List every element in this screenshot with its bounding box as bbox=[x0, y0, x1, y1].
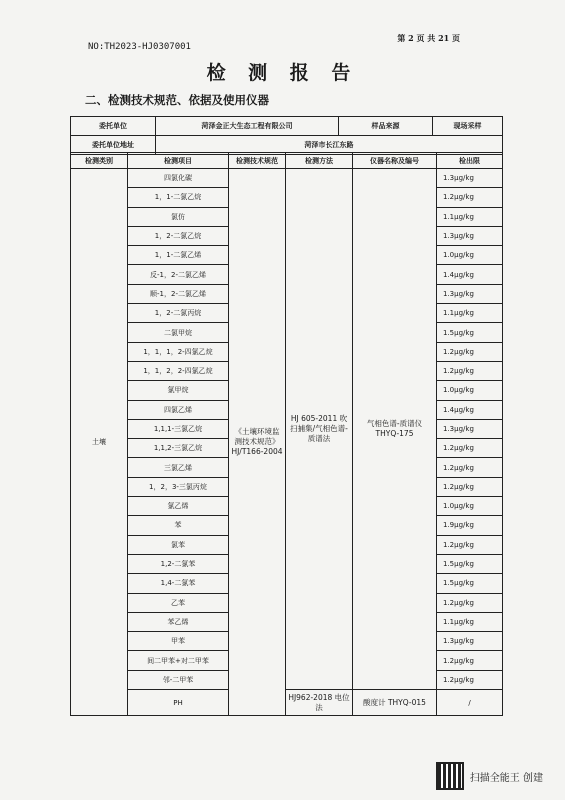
method-cell: HJ 605-2011 吹扫捕集/气相色谱-质谱法 bbox=[286, 169, 353, 690]
item-cell: 氯苯 bbox=[128, 535, 229, 554]
item-cell: 四氯化碳 bbox=[128, 169, 229, 188]
watermark-text: 扫描全能王 创建 bbox=[469, 772, 543, 784]
item-cell: 四氯乙烯 bbox=[128, 400, 229, 419]
item-cell: 甲苯 bbox=[128, 632, 229, 651]
limit-cell: 1.2μg/kg bbox=[437, 342, 503, 361]
address-value: 菏泽市长江东路 bbox=[156, 136, 503, 155]
item-cell: 苯乙烯 bbox=[128, 612, 229, 631]
limit-cell: 1.1μg/kg bbox=[437, 304, 503, 323]
table-row bbox=[71, 690, 503, 716]
limit-cell: 1.1μg/kg bbox=[437, 207, 503, 226]
item-cell: 氯乙烯 bbox=[128, 497, 229, 516]
instrument-cell: 气相色谱-质谱仪 THYQ-175 bbox=[353, 169, 437, 690]
method-cell: HJ962-2018 电位法 bbox=[286, 690, 353, 716]
item-cell: 三氯乙烯 bbox=[128, 458, 229, 477]
item-cell: 反-1，2-二氯乙烯 bbox=[128, 265, 229, 284]
client-value: 菏泽金正大生态工程有限公司 bbox=[156, 117, 339, 136]
item-cell: 1,4-二氯苯 bbox=[128, 574, 229, 593]
column-header: 检测技术规范 bbox=[229, 153, 286, 169]
address-label: 委托单位地址 bbox=[71, 136, 156, 155]
method-table bbox=[70, 152, 503, 716]
item-cell: 顺-1，2-二氯乙烯 bbox=[128, 284, 229, 303]
item-cell: 1，1-二氯乙烷 bbox=[128, 188, 229, 207]
qr-code-icon bbox=[436, 762, 464, 790]
limit-cell: 1.5μg/kg bbox=[437, 554, 503, 573]
table-row bbox=[71, 169, 503, 188]
item-cell: 1，2-二氯乙烷 bbox=[128, 226, 229, 245]
limit-cell: 1.2μg/kg bbox=[437, 593, 503, 612]
scanner-watermark bbox=[436, 762, 543, 790]
source-value: 现场采样 bbox=[433, 117, 503, 136]
item-cell: 1，1，1，2-四氯乙烷 bbox=[128, 342, 229, 361]
limit-cell: 1.2μg/kg bbox=[437, 361, 503, 380]
item-cell: PH bbox=[128, 690, 229, 716]
item-cell: 1，1-二氯乙烯 bbox=[128, 246, 229, 265]
limit-cell: 1.2μg/kg bbox=[437, 458, 503, 477]
item-cell: 氯仿 bbox=[128, 207, 229, 226]
limit-cell: 1.0μg/kg bbox=[437, 497, 503, 516]
item-cell: 1,1,1-三氯乙烷 bbox=[128, 419, 229, 438]
limit-cell: 1.2μg/kg bbox=[437, 670, 503, 689]
item-cell: 1,1,2-三氯乙烷 bbox=[128, 439, 229, 458]
limit-cell: 1.2μg/kg bbox=[437, 535, 503, 554]
item-cell: 1，2，3-三氯丙烷 bbox=[128, 477, 229, 496]
limit-cell: 1.0μg/kg bbox=[437, 381, 503, 400]
limit-cell: 1.2μg/kg bbox=[437, 439, 503, 458]
limit-cell: 1.1μg/kg bbox=[437, 612, 503, 631]
limit-cell: 1.3μg/kg bbox=[437, 226, 503, 245]
item-cell: 乙苯 bbox=[128, 593, 229, 612]
limit-cell: 1.2μg/kg bbox=[437, 651, 503, 670]
column-header: 检测类别 bbox=[71, 153, 128, 169]
item-cell: 1,2-二氯苯 bbox=[128, 554, 229, 573]
item-cell: 1，1，2，2-四氯乙烷 bbox=[128, 361, 229, 380]
limit-cell: 1.2μg/kg bbox=[437, 188, 503, 207]
client-info-table bbox=[70, 116, 503, 155]
report-number: NO:TH2023-HJ0307001 bbox=[88, 42, 191, 52]
limit-cell: 1.3μg/kg bbox=[437, 284, 503, 303]
limit-cell: 1.5μg/kg bbox=[437, 574, 503, 593]
item-cell: 间二甲苯+对二甲苯 bbox=[128, 651, 229, 670]
limit-cell: 1.3μg/kg bbox=[437, 632, 503, 651]
limit-cell: 1.2μg/kg bbox=[437, 477, 503, 496]
item-cell: 二氯甲烷 bbox=[128, 323, 229, 342]
limit-cell: 1.0μg/kg bbox=[437, 246, 503, 265]
limit-cell: 1.5μg/kg bbox=[437, 323, 503, 342]
column-header: 检测方法 bbox=[286, 153, 353, 169]
table-header-row bbox=[71, 153, 503, 169]
item-cell: 氯甲烷 bbox=[128, 381, 229, 400]
column-header: 检测项目 bbox=[128, 153, 229, 169]
limit-cell: / bbox=[437, 690, 503, 716]
column-header: 仪器名称及编号 bbox=[353, 153, 437, 169]
item-cell: 邻-二甲苯 bbox=[128, 670, 229, 689]
item-cell: 1，2-二氯丙烷 bbox=[128, 304, 229, 323]
limit-cell: 1.3μg/kg bbox=[437, 169, 503, 188]
report-title: 检 测 报 告 bbox=[206, 62, 359, 84]
spec-cell: 《土壤环境监测技术规范》HJ/T166-2004 bbox=[229, 169, 286, 716]
item-cell: 苯 bbox=[128, 516, 229, 535]
limit-cell: 1.4μg/kg bbox=[437, 400, 503, 419]
page-number: 第 2 页 共 21 页 bbox=[397, 33, 460, 43]
section-heading: 二、检测技术规范、依据及使用仪器 bbox=[85, 93, 269, 107]
source-label: 样品来源 bbox=[339, 117, 433, 136]
limit-cell: 1.3μg/kg bbox=[437, 419, 503, 438]
instrument-cell: 酸度计 THYQ-015 bbox=[353, 690, 437, 716]
client-label: 委托单位 bbox=[71, 117, 156, 136]
limit-cell: 1.9μg/kg bbox=[437, 516, 503, 535]
category-cell: 土壤 bbox=[71, 169, 128, 716]
column-header: 检出限 bbox=[437, 153, 503, 169]
limit-cell: 1.4μg/kg bbox=[437, 265, 503, 284]
